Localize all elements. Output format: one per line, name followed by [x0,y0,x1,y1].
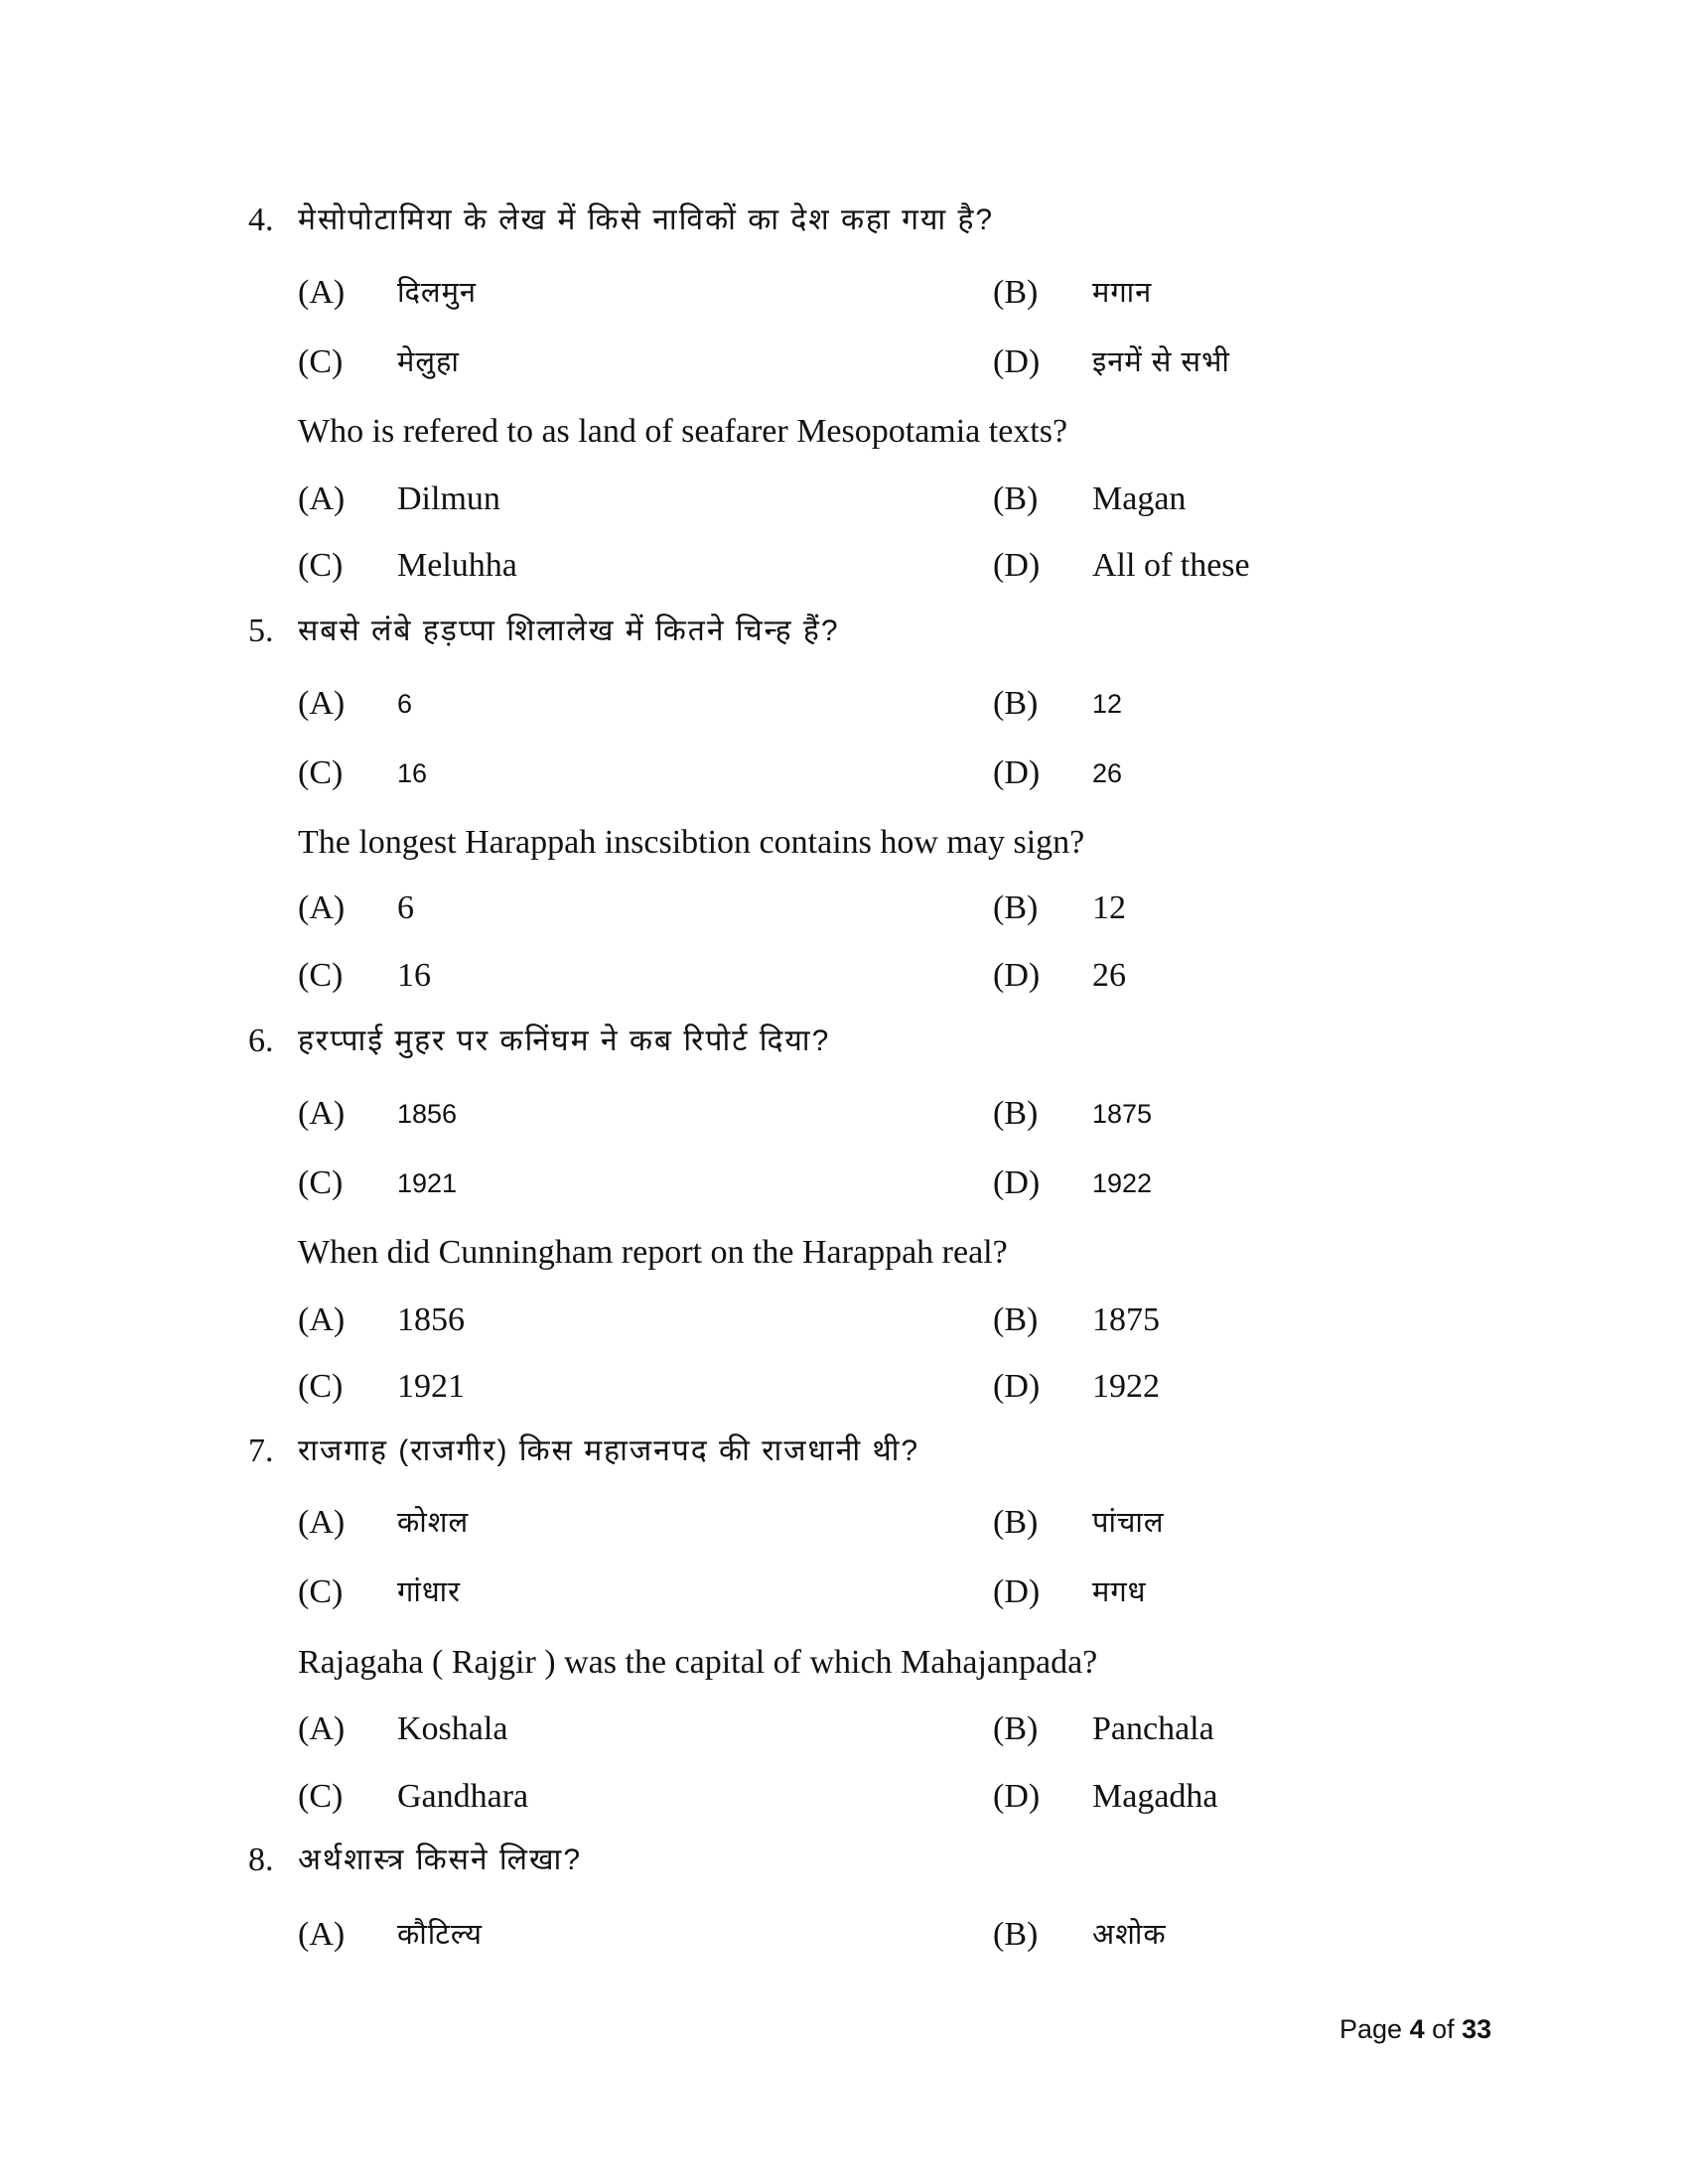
option-label-d: (D) [993,957,1041,994]
question-7-english [0,1638,1688,1688]
question-number: 4. [248,202,274,238]
option-c-text: मेलुहा [397,346,460,378]
option-label-b: (B) [993,1710,1039,1747]
question-4-english [0,407,1688,457]
option-label-a: (A) [298,685,346,722]
option-label-a: (A) [298,1301,346,1338]
option-label-a: (A) [298,1095,346,1132]
option-label-c: (C) [298,1778,344,1815]
option-c-text: 16 [397,957,431,994]
option-label-d: (D) [993,754,1041,791]
question-6-hindi-options-ab [0,1089,1688,1139]
page-number-footer [1339,2011,1491,2047]
option-label-d: (D) [993,547,1041,584]
option-label-d: (D) [993,1164,1041,1201]
page-prefix: Page [1339,2014,1410,2044]
option-label-b: (B) [993,1301,1039,1338]
question-text-english: The longest Harappah inscsibtion contains how may sign? [298,824,1085,861]
option-d-text: Magadha [1092,1778,1218,1815]
question-5-english-options-ab [0,884,1688,933]
option-d-text: 26 [1092,957,1126,994]
question-4-english-options-cd [0,541,1688,591]
option-label-c: (C) [298,547,344,584]
question-text-hindi: हरप्पाई मुहर पर कनिंघम ने कब रिपोर्ट दिया? [298,1024,831,1057]
question-number: 6. [248,1023,274,1059]
option-b-text: मगान [1092,277,1153,309]
option-label-a: (A) [298,1710,346,1747]
option-label-b: (B) [993,274,1039,311]
question-7-hindi-options-cd [0,1568,1688,1617]
option-a-text: 1856 [397,1099,458,1129]
option-d-text: 1922 [1092,1368,1160,1405]
option-label-c: (C) [298,1368,344,1405]
option-c-text: 16 [397,758,428,788]
option-a-text: 6 [397,889,414,926]
question-number: 5. [248,613,274,649]
option-a-text: दिलमुन [397,277,478,309]
option-label-a: (A) [298,889,346,926]
option-a-text: Dilmun [397,480,500,517]
question-7-hindi [0,1427,1688,1476]
option-label-b: (B) [993,685,1039,722]
question-text-english: Who is refered to as land of seafarer Mesopotamia texts? [298,413,1068,450]
question-5-english [0,818,1688,868]
question-4-english-options-ab [0,475,1688,524]
question-text-hindi: सबसे लंबे हड़प्पा शिलालेख में कितने चिन्ह हैं? [298,614,840,647]
option-b-text: 12 [1092,889,1126,926]
question-number: 7. [248,1433,274,1469]
option-label-a: (A) [298,480,346,517]
question-number: 8. [248,1842,274,1878]
question-5-hindi [0,607,1688,656]
option-label-b: (B) [993,1095,1039,1132]
option-label-b: (B) [993,1504,1039,1541]
question-text-english: Rajagaha ( Rajgir ) was the capital of which Mahajanpada? [298,1644,1098,1681]
option-label-a: (A) [298,1504,346,1541]
option-d-text: मगध [1092,1576,1147,1608]
option-a-text: 1856 [397,1301,465,1338]
current-page: 4 [1409,2014,1425,2044]
total-pages: 33 [1462,2014,1492,2044]
option-c-text: 1921 [397,1168,458,1198]
page-of: of [1424,2014,1463,2044]
question-5-hindi-options-cd [0,749,1688,798]
question-8-hindi-options-ab [0,1910,1688,1960]
option-label-c: (C) [298,343,344,380]
question-4-hindi-options-cd [0,338,1688,387]
question-text-english: When did Cunningham report on the Harappah real? [298,1234,1008,1271]
option-c-text: 1921 [397,1368,465,1405]
option-b-text: पांचाल [1092,1507,1165,1539]
option-b-text: 1875 [1092,1301,1160,1338]
option-a-text: 6 [397,689,413,719]
option-label-d: (D) [993,1573,1041,1610]
question-5-english-options-cd [0,951,1688,1001]
question-text-hindi: राजगाह (राजगीर) किस महाजनपद की राजधानी थी? [298,1434,920,1467]
question-8-hindi [0,1836,1688,1885]
option-label-c: (C) [298,754,344,791]
question-4-hindi-options-ab [0,268,1688,318]
option-c-text: Meluhha [397,547,517,584]
question-5-hindi-options-ab [0,679,1688,729]
question-text-hindi: अर्थशास्त्र किसने लिखा? [298,1843,583,1876]
question-6-hindi-options-cd [0,1159,1688,1208]
option-d-text: All of these [1092,547,1250,584]
option-d-text: 1922 [1092,1168,1153,1198]
option-label-d: (D) [993,1368,1041,1405]
option-d-text: 26 [1092,758,1123,788]
option-b-text: 1875 [1092,1099,1153,1129]
question-6-english-options-cd [0,1362,1688,1412]
option-label-a: (A) [298,1916,346,1953]
question-4-hindi [0,196,1688,245]
question-text-hindi: मेसोपोटामिया के लेख में किसे नाविकों का देश कहा गया है? [298,204,995,236]
option-c-text: Gandhara [397,1778,529,1815]
question-6-hindi [0,1017,1688,1066]
option-d-text: इनमें से सभी [1092,346,1230,378]
question-6-english [0,1228,1688,1278]
question-6-english-options-ab [0,1296,1688,1345]
option-label-c: (C) [298,1164,344,1201]
option-c-text: गांधार [397,1576,462,1608]
question-7-hindi-options-ab [0,1498,1688,1548]
question-7-english-options-ab [0,1705,1688,1754]
option-b-text: अशोक [1092,1919,1167,1951]
option-label-c: (C) [298,957,344,994]
option-label-a: (A) [298,274,346,311]
option-label-d: (D) [993,1778,1041,1815]
option-a-text: कोशल [397,1507,470,1539]
option-label-b: (B) [993,889,1039,926]
option-b-text: Panchala [1092,1710,1214,1747]
option-label-d: (D) [993,343,1041,380]
option-label-c: (C) [298,1573,344,1610]
question-7-english-options-cd [0,1772,1688,1822]
option-label-b: (B) [993,480,1039,517]
option-b-text: 12 [1092,689,1123,719]
option-b-text: Magan [1092,480,1187,517]
option-a-text: Koshala [397,1710,508,1747]
option-a-text: कौटिल्य [397,1919,483,1951]
option-label-b: (B) [993,1916,1039,1953]
